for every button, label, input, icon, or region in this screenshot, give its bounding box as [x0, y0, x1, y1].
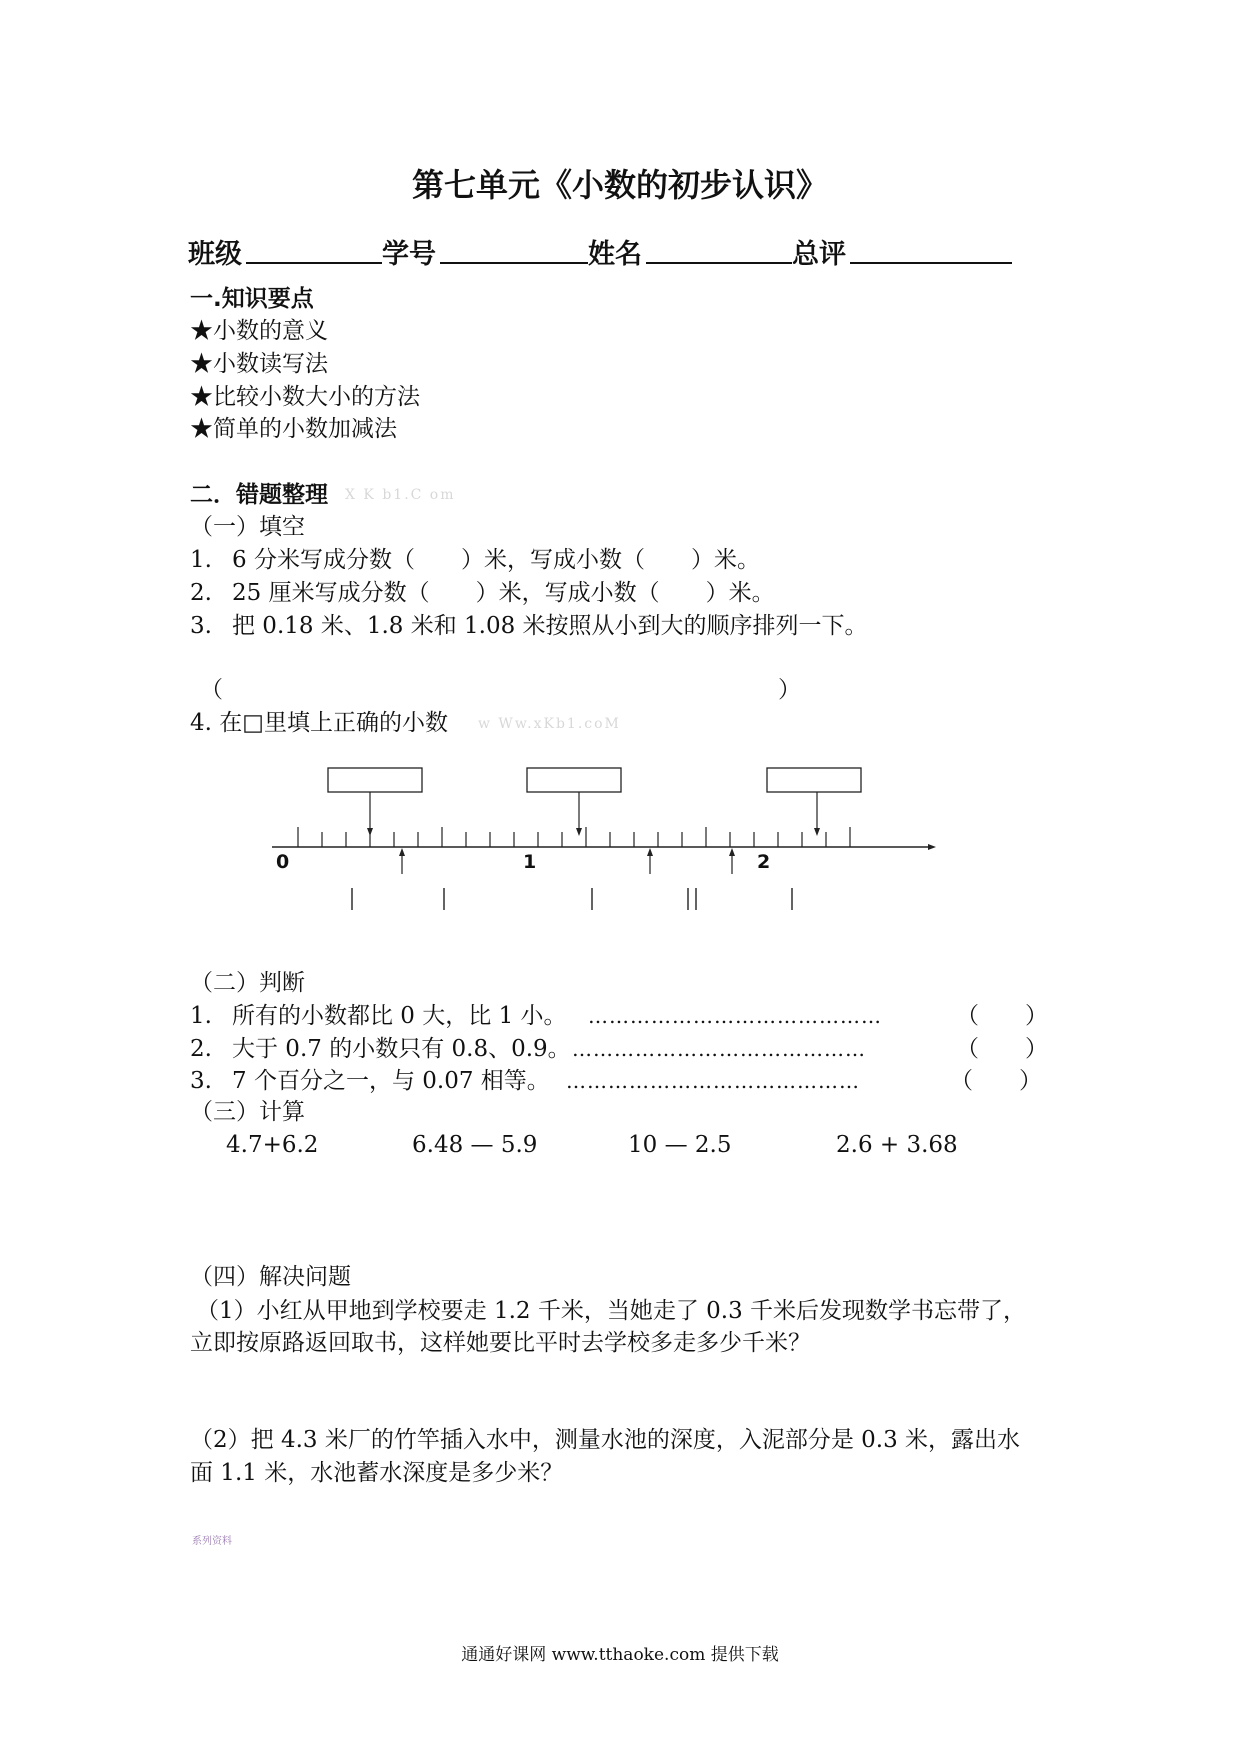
answer-paren-close: ） — [778, 677, 801, 703]
page-title: 第七单元《小数的初步认识》 — [411, 166, 828, 204]
watermark: X K b1.C om — [345, 487, 456, 503]
pointer-arrowhead — [814, 828, 820, 836]
judge-2-number: 2. — [190, 1036, 212, 1062]
answer-box-1[interactable] — [328, 768, 422, 792]
fill-q2: 25 厘米写成分数（ ）米，写成小数（ ）米。 — [232, 580, 775, 606]
section2-heading: 二．错题整理 — [190, 482, 328, 508]
section1-heading: 一.知识要点 — [190, 286, 314, 312]
problem-1-line-1: （1）小红从甲地到学校要走 1.2 千米，当她走了 0.3 千米后发现数学书忘带了， — [196, 1298, 1027, 1324]
answer-paren-open: （ — [200, 677, 223, 703]
class-label: 班级 — [188, 239, 242, 270]
problem-1-line-2: 立即按原路返回取书，这样她要比平时去学校多走多少千米？ — [190, 1330, 811, 1356]
fill-q3: 把 0.18 米、1.8 米和 1.08 米按照从小到大的顺序排列一下。 — [232, 613, 868, 639]
name-blank[interactable] — [646, 262, 792, 264]
fill-q4: 4. 在□里填上正确的小数 — [190, 710, 448, 736]
judge-1-number: 1. — [190, 1003, 212, 1029]
axis-arrow — [928, 844, 936, 850]
judge-1-text: 所有的小数都比 0 大，比 1 小。 — [232, 1003, 567, 1029]
fill-heading: （一）填空 — [190, 514, 305, 540]
calc-item-1: 4.7+6.2 — [226, 1132, 319, 1158]
fill-q3-number: 3. — [190, 613, 212, 639]
fill-q1-number: 1. — [190, 547, 212, 573]
judge-3-number: 3. — [190, 1068, 212, 1094]
score-blank[interactable] — [850, 262, 1012, 264]
judge-2-answer-paren[interactable]: （ ） — [956, 1036, 1048, 1062]
score-label: 总评 — [792, 239, 846, 270]
calc-item-2: 6.48 — 5.9 — [412, 1132, 538, 1158]
number-line-diagram — [260, 760, 940, 920]
calc-item-4: 2.6 + 3.68 — [836, 1132, 958, 1158]
series-note: 系列资料 — [192, 1536, 232, 1547]
point-compare: ★比较小数大小的方法 — [190, 384, 420, 410]
fill-q1: 6 分米写成分数（ ）米，写成小数（ ）米。 — [232, 547, 760, 573]
axis-label-2: 2 — [757, 851, 771, 873]
judge-1-answer-paren[interactable]: （ ） — [956, 1003, 1048, 1029]
name-label: 姓名 — [588, 239, 642, 270]
up-arrowhead — [647, 848, 653, 856]
judge-2-text: 大于 0.7 的小数只有 0.8、0.9。 — [232, 1036, 571, 1062]
judge-heading: （二）判断 — [190, 970, 305, 996]
judge-3-text: 7 个百分之一，与 0.07 相等。 — [232, 1068, 550, 1094]
answer-box-2[interactable] — [527, 768, 621, 792]
judge-3-answer-paren[interactable]: （ ） — [950, 1068, 1042, 1094]
calc-heading: （三）计算 — [190, 1099, 305, 1125]
problem-2-line-2: 面 1.1 米，水池蓄水深度是多少米？ — [190, 1460, 564, 1486]
footer-credit: 通通好课网 www.tthaoke.com 提供下载 — [461, 1645, 779, 1665]
point-meaning: ★小数的意义 — [190, 318, 328, 344]
axis-label-1: 1 — [523, 851, 537, 873]
dot-leader: …………………………………… — [588, 1004, 882, 1028]
watermark: w Ww.xKb1.coM — [478, 716, 621, 732]
point-read-write: ★小数读写法 — [190, 351, 328, 377]
axis-label-0: 0 — [276, 851, 290, 873]
pointer-arrowhead — [576, 828, 582, 836]
point-add-subtract: ★简单的小数加减法 — [190, 416, 397, 442]
fill-q2-number: 2. — [190, 580, 212, 606]
up-arrowhead — [399, 848, 405, 856]
solve-heading: （四）解决问题 — [190, 1264, 351, 1290]
calc-item-3: 10 — 2.5 — [628, 1132, 732, 1158]
class-blank[interactable] — [246, 262, 382, 264]
problem-2-line-1: （2）把 4.3 米厂的竹竿插入水中，测量水池的深度，入泥部分是 0.3 米，露出水 — [190, 1427, 1021, 1453]
number-label: 学号 — [382, 239, 436, 270]
number-blank[interactable] — [440, 262, 588, 264]
answer-box-3[interactable] — [767, 768, 861, 792]
dot-leader: …………………………………… — [572, 1037, 866, 1061]
up-arrowhead — [729, 848, 735, 856]
dot-leader: …………………………………… — [566, 1069, 860, 1093]
